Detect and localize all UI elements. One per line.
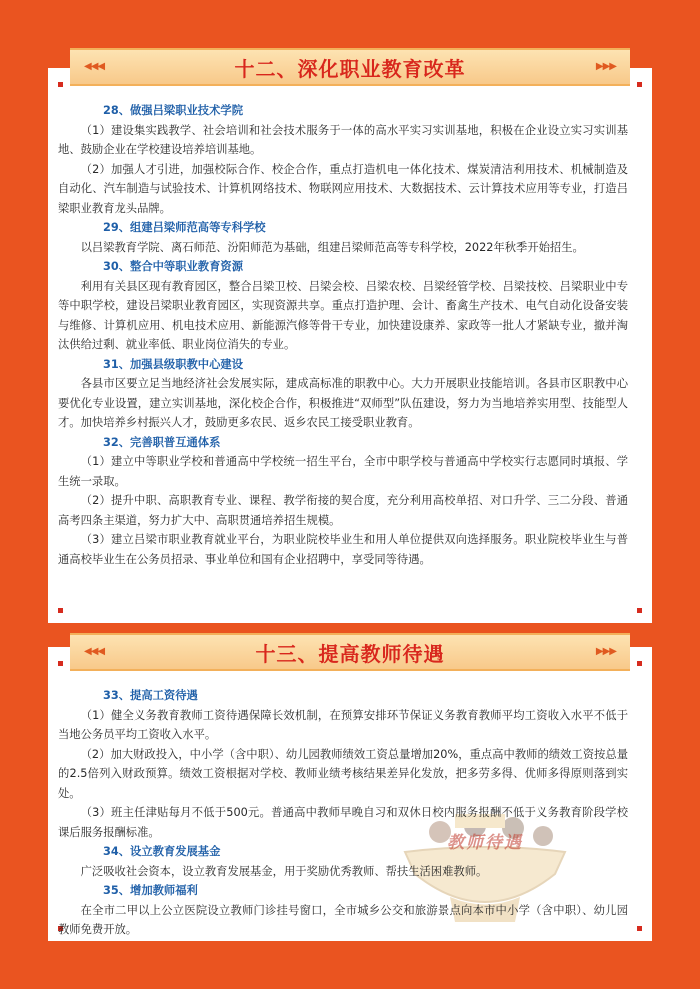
section-13-banner [70, 633, 630, 671]
section-13-content [58, 686, 628, 940]
corner-mark [58, 608, 63, 613]
item-30-heading: 30、整合中等职业教育资源 [103, 260, 243, 273]
item-34-heading: 34、设立教育发展基金 [103, 845, 221, 858]
arrow-left-icon: ◀◀◀ [84, 61, 105, 72]
item-35-para-1: 在全市二甲以上公立医院设立教师门诊挂号窗口，全市城乡公交和旅游景点向本市中小学（含中职）、幼儿园教师免费开放。 [58, 903, 628, 936]
item-28-para-1: （1）建设集实践教学、社会培训和社会技术服务于一体的高水平实习实训基地，积极在企业设立实习实训基地、鼓励企业在学校建设培养培训基地。 [58, 123, 628, 156]
section-13-title: 十三、提高教师待遇 [255, 641, 445, 666]
item-33-para-1: （1）健全义务教育教师工资待遇保障长效机制，在预算安排环节保证义务教育教师平均工资收入水平不低于当地公务员平均工资收入水平。 [58, 708, 628, 741]
arrow-right-icon: ▶▶▶ [595, 61, 616, 72]
corner-mark [58, 82, 63, 87]
item-33-para-2: （2）加大财政投入，中小学（含中职）、幼儿园教师绩效工资总量增加20%，重点高中教师的绩效工资按总量的2.5倍列入财政预算。绩效工资根据对学校、教师业绩考核结果差异化发放，把多劳多得、优师多得原则落到实处。 [58, 747, 628, 800]
corner-mark [58, 661, 63, 666]
arrow-left-icon: ◀◀◀ [84, 646, 105, 657]
section-12-banner [70, 48, 630, 86]
section-12-content [58, 101, 628, 569]
item-32-para-2: （2）提升中职、高职教育专业、课程、教学衔接的契合度，充分利用高校单招、对口升学、三二分段、普通高考四条主渠道，努力扩大中、高职贯通培养招生规模。 [58, 494, 628, 527]
corner-mark [637, 926, 642, 931]
item-28-para-2: （2）加强人才引进，加强校际合作、校企合作，重点打造机电一体化技术、煤炭清洁利用技术、机械制造及自动化、汽车制造与试验技术、计算机网络技术、物联网应用技术、大数据技术、云计算技术应用等专业，打造吕梁职业教育龙头品牌。 [58, 162, 628, 215]
item-33-para-3: （3）班主任津贴每月不低于500元。普通高中教师早晚自习和双休日校内服务报酬不低于义务教育阶段学校课后服务报酬标准。 [58, 806, 628, 839]
item-32-para-1: （1）建立中等职业学校和普通高中学校统一招生平台，全市中职学校与普通高中学校实行志愿同时填报、学生统一录取。 [58, 455, 628, 488]
item-34-para-1: 广泛吸收社会资本，设立教育发展基金，用于奖励优秀教师、帮扶生活困难教师。 [80, 864, 488, 878]
section-12-title: 十二、深化职业教育改革 [234, 56, 466, 81]
corner-mark [637, 661, 642, 666]
item-33-heading: 33、提高工资待遇 [103, 689, 198, 702]
item-31-para-1: 各县市区要立足当地经济社会发展实际，建成高标准的职教中心。大力开展职业技能培训。各县市区职教中心要优化专业设置，建立实训基地，深化校企合作，积极推进“双师型”队伍建设，努力为当地培养实用型、技能型人才。加快培养乡村振兴人才，鼓励更多农民、返乡农民工接受职业教育。 [58, 377, 628, 429]
item-31-heading: 31、加强县级职教中心建设 [103, 357, 243, 371]
item-29-heading: 29、组建吕梁师范高等专科学校 [103, 221, 266, 234]
item-30-para-1: 利用有关县区现有教育园区，整合吕梁卫校、吕梁会校、吕梁农校、吕梁经管学校、吕梁技校、吕梁职业中专等中职学校，建设吕梁职业教育园区，实现资源共享。重点打造护理、会计、畜禽生产技术、电气自动化设备安装与维修、计算机应用、机电技术应用、新能源汽修等骨干专业，加快建设康养、家政等一批人才紧缺专业，撤并淘汰供给过剩、就业率低、职业岗位消失的专业。 [58, 279, 628, 351]
item-35-heading: 35、增加教师福利 [103, 884, 198, 897]
corner-mark [637, 82, 642, 87]
item-32-para-3: （3）建立吕梁市职业教育就业平台，为职业院校毕业生和用人单位提供双向选择服务。职业院校毕业生与普通高校毕业生在公务员招录、事业单位和国有企业招聘中，享受同等待遇。 [58, 533, 628, 566]
corner-mark [637, 608, 642, 613]
item-32-heading: 32、完善职普互通体系 [103, 435, 221, 449]
item-29-para-1: 以吕梁教育学院、离石师范、汾阳师范为基础，组建吕梁师范高等专科学校，2022年秋季开始招生。 [80, 240, 584, 254]
stamp-label: 教师待遇 [447, 833, 523, 853]
item-28-heading: 28、做强吕梁职业技术学院 [103, 104, 243, 117]
arrow-right-icon: ▶▶▶ [595, 646, 616, 657]
